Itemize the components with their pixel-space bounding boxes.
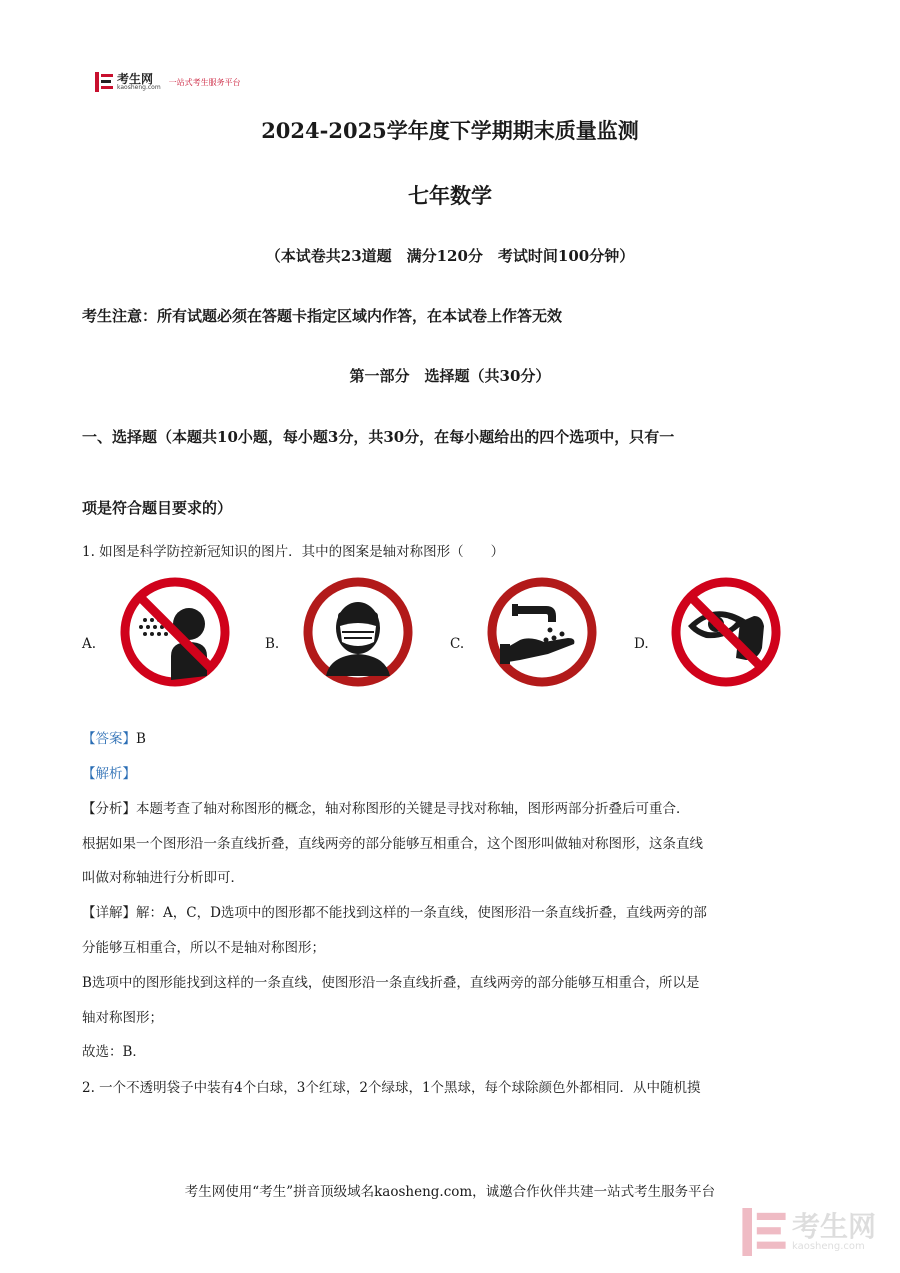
analysis-tag: 【解析】 bbox=[82, 766, 136, 782]
part-heading: 第一部分 选择题（共30分） bbox=[349, 367, 551, 385]
xiangjie-tag: 【详解】 bbox=[82, 905, 136, 921]
xiangjie-line4: 轴对称图形； bbox=[82, 1010, 163, 1026]
exam-title: 2024-2025学年度下学期期末质量监测 bbox=[261, 118, 639, 143]
q1-option-b-label: B. bbox=[265, 636, 280, 652]
watermark-cn: 考生网 bbox=[791, 1209, 876, 1243]
no-sneeze-icon bbox=[119, 576, 231, 688]
logo-cn: 考生网 bbox=[117, 72, 154, 86]
q1-answer-line bbox=[82, 729, 146, 749]
no-eye-touch-icon bbox=[670, 576, 782, 688]
watermark bbox=[742, 1208, 876, 1256]
xiangjie-line3: B选项中的图形能找到这样的一条直线，使图形沿一条直线折叠，直线两旁的部分能够互相重合，所以是 bbox=[82, 975, 700, 991]
logo-mark-icon bbox=[95, 72, 113, 92]
fenxi-tag: 【分析】 bbox=[82, 801, 136, 817]
logo-slogan: 一站式考生服务平台 bbox=[168, 77, 241, 87]
q2-stem: 2. 一个不透明袋子中装有4个白球，3个红球，2个绿球，1个黑球，每个球除颜色外都相同．从中随机摸 bbox=[82, 1080, 701, 1096]
xiangjie-line1 bbox=[82, 903, 707, 923]
section-heading-line2: 项是符合题目要求的） bbox=[82, 499, 233, 517]
answer-value: B bbox=[136, 731, 146, 747]
site-logo[interactable] bbox=[95, 72, 241, 92]
watermark-en: kaosheng.com bbox=[791, 1240, 865, 1252]
q1-stem: 1. 如图是科学防控新冠知识的图片．其中的图案是轴对称图形（ ） bbox=[82, 544, 505, 560]
xiangjie-text: 解：A，C，D选项中的图形都不能找到这样的一条直线，使图形沿一条直线折叠，直线两旁的部 bbox=[136, 905, 707, 921]
logo-text bbox=[117, 73, 161, 91]
q1-conclusion: 故选：B． bbox=[82, 1044, 146, 1060]
watermark-logo-icon bbox=[742, 1208, 786, 1256]
answer-tag: 【答案】 bbox=[82, 731, 136, 747]
page-footer: 考生网使用“考生”拼音顶级域名kaosheng.com，诚邀合作伙伴共建一站式考生服务平台 bbox=[184, 1184, 716, 1200]
fenxi-line2: 根据如果一个图形沿一条直线折叠，直线两旁的部分能够互相重合，这个图形叫做轴对称图形，这条直线 bbox=[82, 836, 703, 852]
exam-info: （本试卷共23道题 满分120分 考试时间100分钟） bbox=[265, 247, 635, 265]
q1-option-a-label: A. bbox=[82, 636, 97, 652]
fenxi-line1 bbox=[82, 799, 690, 819]
exam-notice: 考生注意：所有试题必须在答题卡指定区域内作答，在本试卷上作答无效 bbox=[82, 307, 563, 325]
face-mask-icon bbox=[302, 576, 414, 688]
logo-en: kaosheng.com bbox=[117, 84, 161, 91]
q1-option-c-label: C. bbox=[450, 636, 465, 652]
q1-option-d-label: D. bbox=[634, 636, 649, 652]
fenxi-text: 本题考查了轴对称图形的概念，轴对称图形的关键是寻找对称轴，图形两部分折叠后可重合． bbox=[136, 801, 690, 817]
wash-hands-icon bbox=[486, 576, 598, 688]
exam-subject: 七年数学 bbox=[408, 183, 492, 208]
xiangjie-line2: 分能够互相重合，所以不是轴对称图形； bbox=[82, 940, 325, 956]
section-heading-line1: 一、选择题（本题共10小题，每小题3分，共30分，在每小题给出的四个选项中，只有一 bbox=[82, 428, 675, 446]
fenxi-line3: 叫做对称轴进行分析即可． bbox=[82, 870, 244, 886]
